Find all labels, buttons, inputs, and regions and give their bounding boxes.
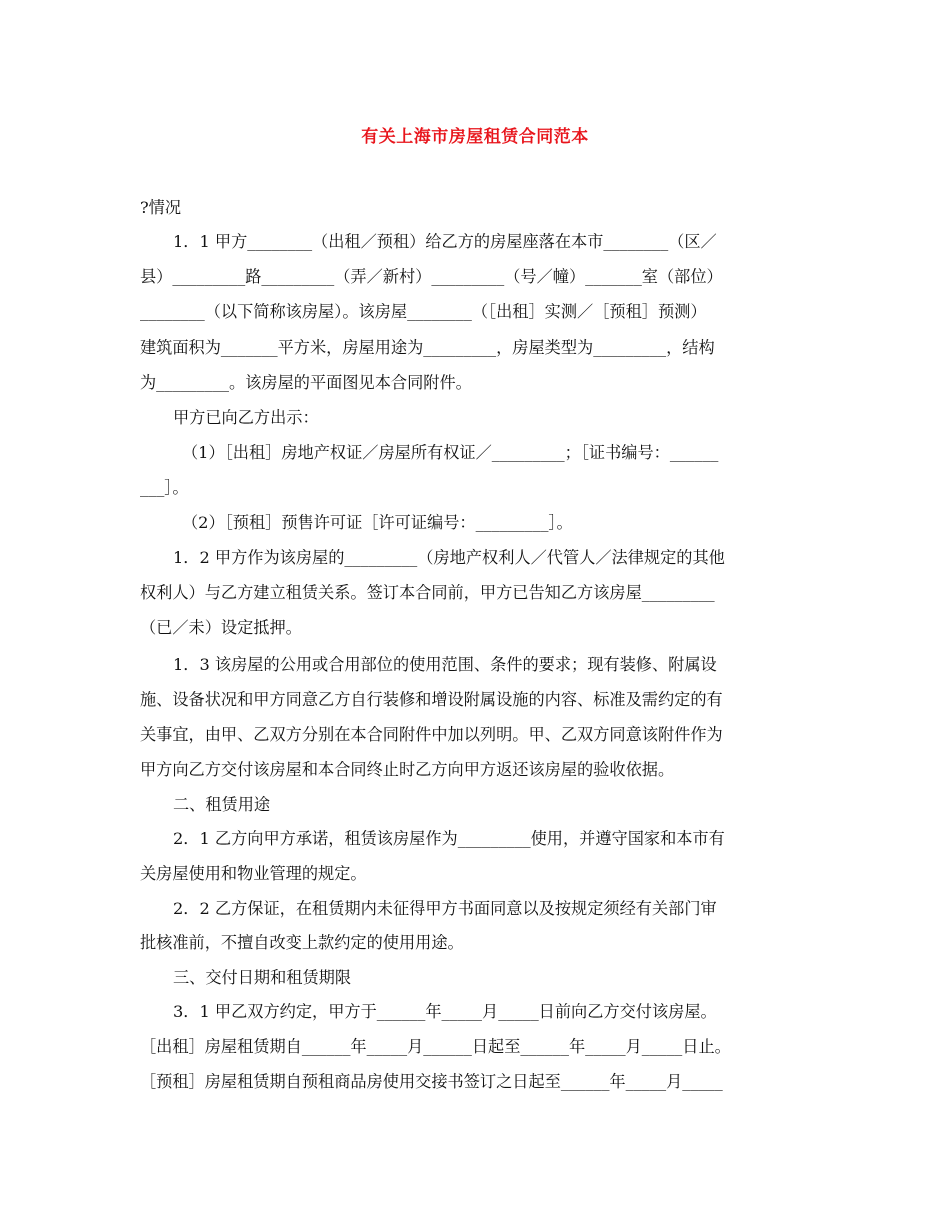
paragraph-line: 甲方已向乙方出示： bbox=[173, 408, 319, 427]
paragraph-line: ［出租］房屋租赁期自______年_____月______日起至______年_____月_____日止。 bbox=[140, 1037, 731, 1056]
paragraph-line: ［预租］房屋租赁期自预租商品房使用交接书签订之日起至______年_____月_____ bbox=[140, 1072, 723, 1091]
paragraph-line: 施、设备状况和甲方同意乙方自行装修和增设附属设施的内容、标准及需约定的有 bbox=[140, 690, 723, 709]
section-heading-delivery-term: 三、交付日期和租赁期限 bbox=[173, 968, 352, 987]
paragraph-line: 建筑面积为_______平方米，房屋用途为_________，房屋类型为_________，结构 bbox=[140, 338, 715, 357]
paragraph-line: （已／未）设定抵押。 bbox=[140, 618, 302, 637]
document-title: 有关上海市房屋租赁合同范本 bbox=[361, 127, 589, 147]
paragraph-line: 3．1 甲乙双方约定，甲方于______年_____月_____日前向乙方交付该房屋。 bbox=[173, 1002, 717, 1021]
paragraph-line: ___］。 bbox=[140, 478, 189, 497]
paragraph-line: 1．1 甲方________（出租／预租）给乙方的房屋座落在本市________（区／ bbox=[173, 232, 717, 251]
paragraph-line: 县）_________路_________（弄／新村）_________（号／幢）_______室（部位） bbox=[140, 267, 723, 286]
paragraph-line: 为_________。该房屋的平面图见本合同附件。 bbox=[140, 373, 472, 392]
paragraph-line: 2．1 乙方向甲方承诺，租赁该房屋作为_________使用，并遵守国家和本市有 bbox=[173, 829, 725, 848]
paragraph-line: 关事宜，由甲、乙双方分别在本合同附件中加以列明。甲、乙双方同意该附件作为 bbox=[140, 725, 723, 744]
paragraph-line: （1）［出租］房地产权证／房屋所有权证／_________；［证书编号：______ bbox=[182, 443, 719, 462]
section-heading-situation: ?情况 bbox=[140, 198, 182, 217]
paragraph-line: 甲方向乙方交付该房屋和本合同终止时乙方向甲方返还该房屋的验收依据。 bbox=[140, 760, 675, 779]
paragraph-line: 关房屋使用和物业管理的规定。 bbox=[140, 864, 367, 883]
paragraph-line: （2）［预租］预售许可证［许可证编号：_________］。 bbox=[182, 513, 573, 532]
paragraph-line: ________（以下简称该房屋）。该房屋________（［出租］实测／［预租］预测） bbox=[140, 302, 707, 321]
section-heading-lease-use: 二、租赁用途 bbox=[173, 795, 271, 814]
paragraph-line: 1．3 该房屋的公用或合用部位的使用范围、条件的要求；现有装修、附属设 bbox=[173, 655, 717, 674]
paragraph-line: 权利人）与乙方建立租赁关系。签订本合同前，甲方已告知乙方该房屋_________ bbox=[140, 583, 715, 602]
paragraph-line: 批核准前，不擅自改变上款约定的使用用途。 bbox=[140, 933, 464, 952]
paragraph-line: 2．2 乙方保证，在租赁期内未征得甲方书面同意以及按规定须经有关部门审 bbox=[173, 899, 717, 918]
paragraph-line: 1．2 甲方作为该房屋的_________（房地产权利人／代管人／法律规定的其他 bbox=[173, 548, 725, 567]
